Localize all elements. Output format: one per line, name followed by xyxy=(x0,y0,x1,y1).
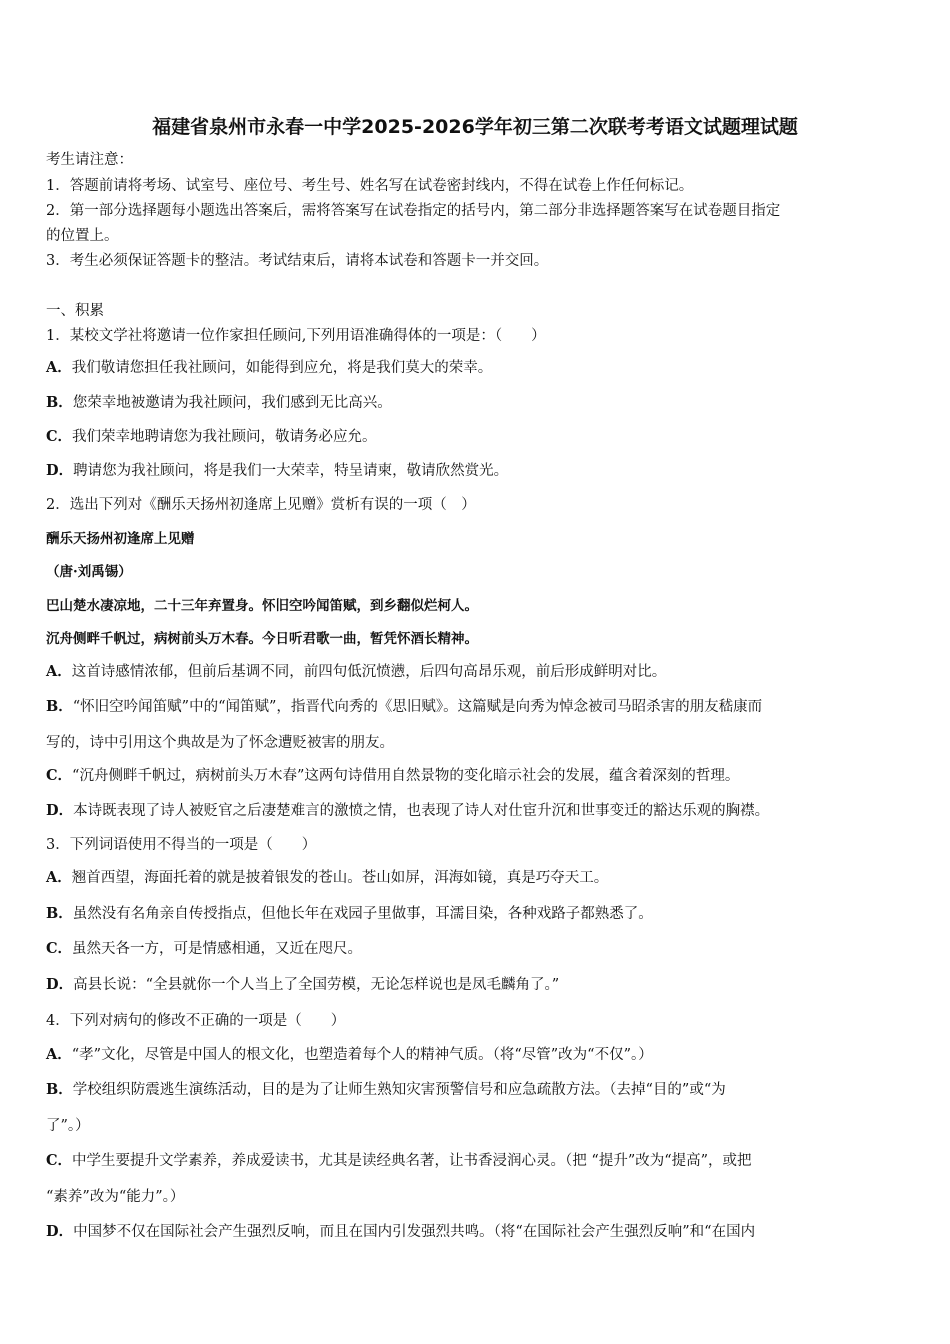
option-letter: B． xyxy=(46,698,73,715)
q3-option-b xyxy=(46,904,910,924)
q4-option-c-cont xyxy=(46,1187,910,1207)
q4-option-d xyxy=(46,1222,910,1242)
option-text: 学校组织防震逃生演练活动，目的是为了让师生熟知灾害预警信号和应急疏散方法。（去掉“目的”或“为 xyxy=(72,1082,726,1098)
option-letter: D． xyxy=(46,462,74,479)
q1-option-d xyxy=(46,461,910,481)
poem-author: （唐·刘禹锡） xyxy=(46,564,132,580)
poem-line-1: 巴山楚水凄凉地，二十三年弃置身。怀旧空吟闻笛赋，到乡翻似烂柯人。 xyxy=(46,598,478,614)
q4-option-a xyxy=(46,1045,910,1065)
option-text: 中学生要提升文学素养，养成爱读书，尤其是读经典名著，让书香浸润心灵。（把 “提升”改为“提高”，或把 xyxy=(72,1153,752,1169)
q4-option-c xyxy=(46,1151,910,1171)
q3-option-d xyxy=(46,975,910,995)
option-letter: A． xyxy=(46,663,72,680)
notice-heading: 考生请注意： xyxy=(46,152,133,168)
q2-option-b xyxy=(46,697,910,717)
option-text: “沉舟侧畔千帆过，病树前头万木春”这两句诗借用自然景物的变化暗示社会的发展，蕴含着深刻的哲理。 xyxy=(72,768,740,784)
option-text: “素养”改为“能力”。） xyxy=(46,1189,185,1205)
option-letter: B． xyxy=(46,1081,73,1098)
option-text: 翘首西望，海面托着的就是披着银发的苍山。苍山如屏，洱海如镜，真是巧夺天工。 xyxy=(71,870,609,886)
option-text: 我们敬请您担任我社顾问，如能得到应允，将是我们莫大的荣幸。 xyxy=(71,360,493,376)
section-heading: 一、积累 xyxy=(46,303,104,319)
option-letter: C． xyxy=(46,940,73,957)
option-text: 写的，诗中引用这个典故是为了怀念遭贬被害的朋友。 xyxy=(46,735,394,751)
option-text: 了”。） xyxy=(46,1118,90,1134)
option-letter: A． xyxy=(46,359,72,376)
q2-option-a xyxy=(46,662,910,682)
option-text: 本诗既表现了诗人被贬官之后凄楚难言的激愤之情，也表现了诗人对仕宦升沉和世事变迁的豁达乐观的胸襟。 xyxy=(73,803,770,819)
q3-option-a xyxy=(46,868,910,888)
q2-option-d xyxy=(46,801,910,821)
option-text: “怀旧空吟闻笛赋”中的“闻笛赋”，指晋代向秀的《思旧赋》。这篇赋是向秀为悼念被司马昭杀害的朋友嵇康而 xyxy=(72,699,763,715)
option-letter: A． xyxy=(46,1046,72,1063)
option-letter: C． xyxy=(46,428,73,445)
option-text: 高县长说：“全县就你一个人当上了全国劳模，无论怎样说也是凤毛麟角了。” xyxy=(73,977,560,993)
q1-option-a xyxy=(46,358,910,378)
notice-item-3: 3．考生必须保证答题卡的整洁。考试结束后，请将本试卷和答题卡一并交回。 xyxy=(46,253,549,269)
question-1-stem: 1．某校文学社将邀请一位作家担任顾问,下列用语准确得体的一项是：（ ） xyxy=(46,328,546,344)
option-letter: C． xyxy=(46,767,73,784)
option-text: 聘请您为我社顾问，将是我们一大荣幸，特呈请柬，敬请欣然赏光。 xyxy=(73,463,509,479)
option-text: 虽然没有名角亲自传授指点，但他长年在戏园子里做事，耳濡目染，各种戏路子都熟悉了。 xyxy=(72,906,653,922)
question-3-stem: 3．下列词语使用不得当的一项是（ ） xyxy=(46,837,317,853)
q3-option-c xyxy=(46,939,910,959)
option-text: 虽然天各一方，可是情感相通，又近在咫尺。 xyxy=(72,941,363,957)
question-2-stem: 2．选出下列对《酬乐天扬州初逢席上见赠》赏析有误的一项（ ） xyxy=(46,497,476,513)
option-letter: C． xyxy=(46,1152,73,1169)
option-text: 中国梦不仅在国际社会产生强烈反响，而且在国内引发强烈共鸣。（将“在国际社会产生强烈反响”和“在国内 xyxy=(73,1224,756,1240)
notice-item-1: 1．答题前请将考场、试室号、座位号、考生号、姓名写在试卷密封线内，不得在试卷上作任何标记。 xyxy=(46,178,694,194)
option-letter: B． xyxy=(46,394,73,411)
option-letter: D． xyxy=(46,976,74,993)
notice-item-2-cont: 的位置上。 xyxy=(46,228,119,244)
option-letter: D． xyxy=(46,802,74,819)
q4-option-b-cont xyxy=(46,1116,910,1136)
q4-option-b xyxy=(46,1080,910,1100)
page-title: 福建省泉州市永春一中学2025-2026学年初三第二次联考考语文试题理试题 xyxy=(152,116,798,138)
question-4-stem: 4．下列对病句的修改不正确的一项是（ ） xyxy=(46,1013,346,1029)
option-letter: A． xyxy=(46,869,72,886)
q1-option-b xyxy=(46,393,910,413)
poem-title: 酬乐天扬州初逢席上见赠 xyxy=(46,531,195,547)
q1-option-c xyxy=(46,427,910,447)
option-text: “孝”文化，尽管是中国人的根文化，也塑造着每个人的精神气质。（将“尽管”改为“不仅”。） xyxy=(71,1047,653,1063)
q2-option-c xyxy=(46,766,910,786)
option-text: 我们荣幸地聘请您为我社顾问，敬请务必应允。 xyxy=(72,429,377,445)
option-letter: B． xyxy=(46,905,73,922)
option-letter: D． xyxy=(46,1223,74,1240)
notice-item-2: 2．第一部分选择题每小题选出答案后，需将答案写在试卷指定的括号内，第二部分非选择题答案写在试卷题目指定 xyxy=(46,203,781,219)
option-text: 这首诗感情浓郁，但前后基调不同，前四句低沉愤懑，后四句高昂乐观，前后形成鲜明对比。 xyxy=(71,664,667,680)
q2-option-b-cont xyxy=(46,733,910,753)
option-text: 您荣幸地被邀请为我社顾问，我们感到无比高兴。 xyxy=(72,395,392,411)
poem-line-2: 沉舟侧畔千帆过，病树前头万木春。今日听君歌一曲，暂凭怀酒长精神。 xyxy=(46,631,478,647)
